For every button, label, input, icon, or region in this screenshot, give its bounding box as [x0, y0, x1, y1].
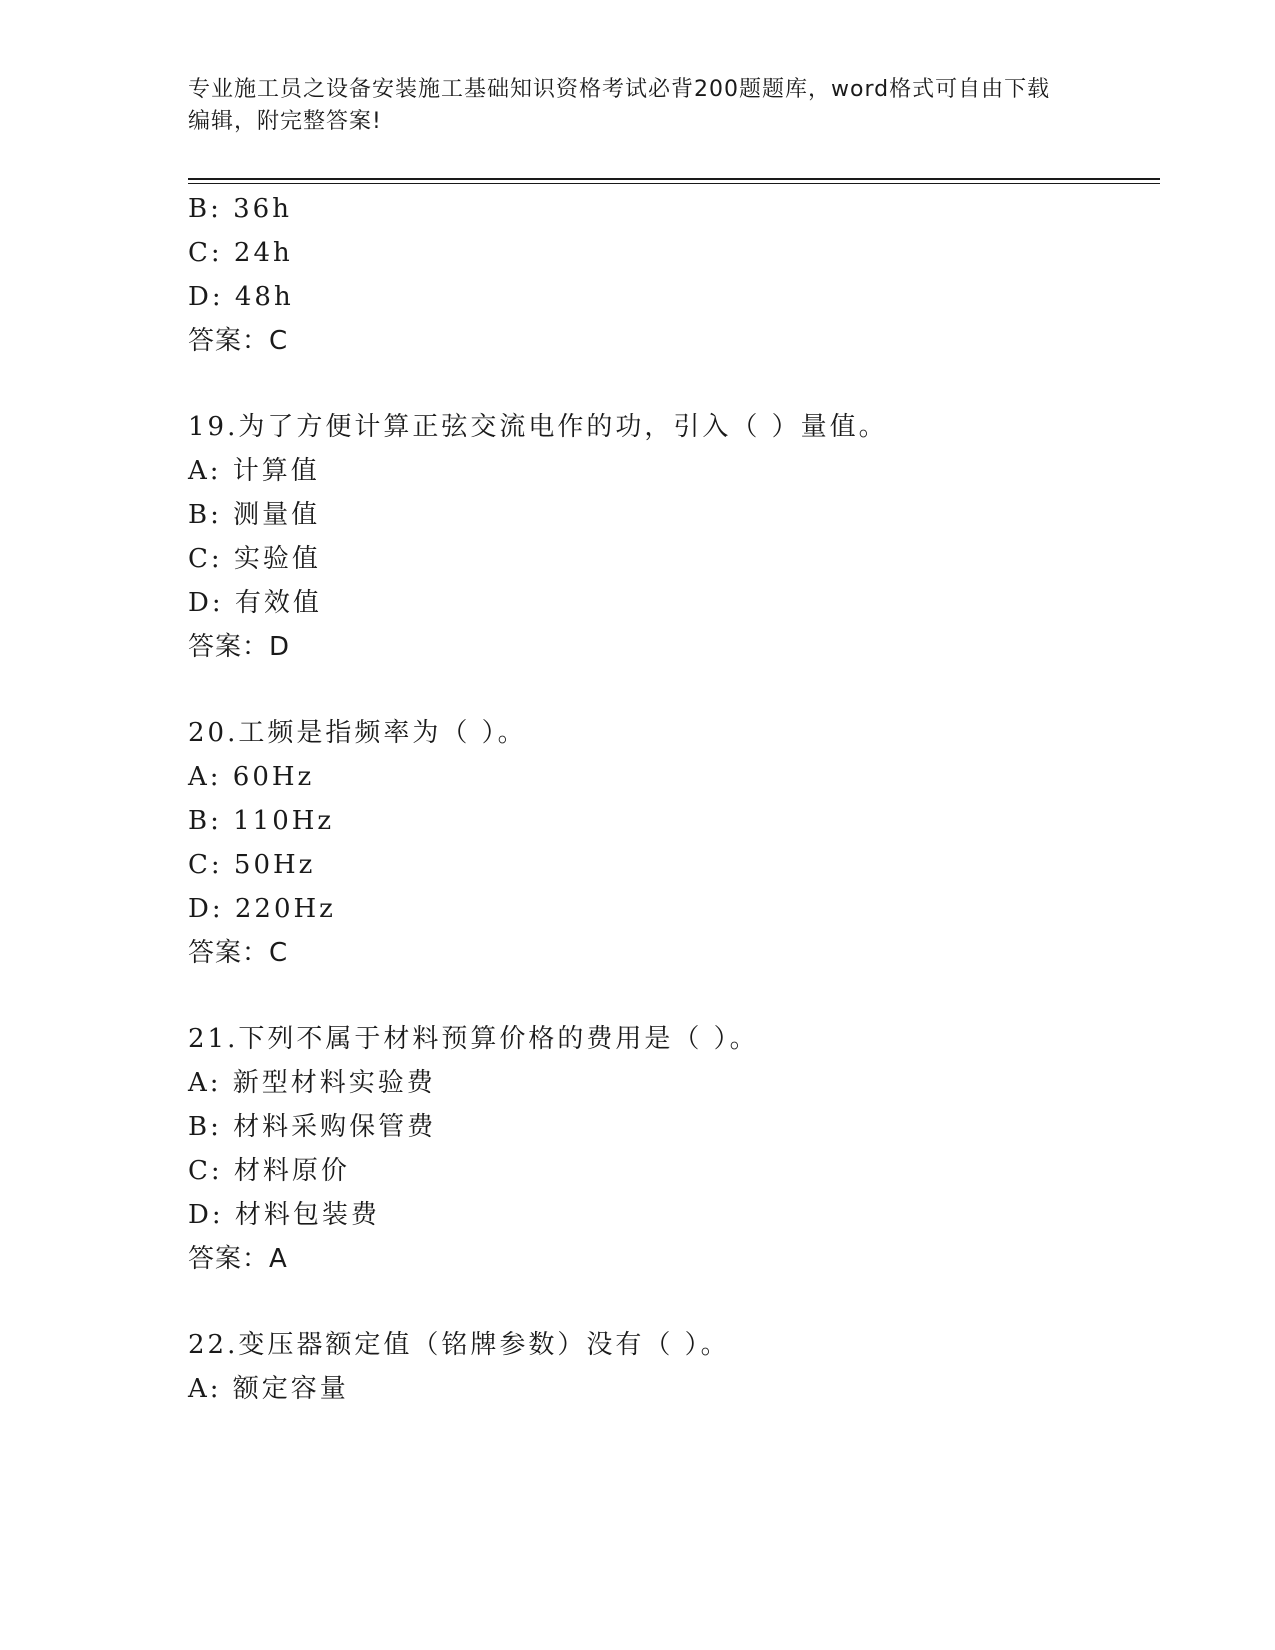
- option-21-a: A: 新型材料实验费: [188, 1068, 436, 1098]
- option-20-c: C: 50Hz: [188, 850, 316, 880]
- question-21: 21.下列不属于材料预算价格的费用是（ ）。: [188, 1024, 759, 1054]
- option-22-a: A: 额定容量: [188, 1374, 349, 1404]
- answer-21: 答案：A: [188, 1244, 288, 1274]
- question-22: 22.变压器额定值（铭牌参数）没有（ ）。: [188, 1330, 730, 1360]
- answer-18: 答案：C: [188, 326, 289, 356]
- option-18-d: D: 48h: [188, 282, 294, 312]
- option-18-b: B: 36h: [188, 194, 292, 224]
- option-18-c: C: 24h: [188, 238, 293, 268]
- document-header: 专业施工员之设备安装施工基础知识资格考试必背200题题库，word格式可自由下载编辑，附完整答案!: [188, 77, 1051, 134]
- answer-20: 答案：C: [188, 938, 289, 968]
- answer-19: 答案：D: [188, 632, 291, 662]
- header-divider: [188, 178, 1160, 180]
- header-divider-secondary: [188, 183, 1160, 184]
- option-19-a: A: 计算值: [188, 456, 320, 486]
- option-21-b: B: 材料采购保管费: [188, 1112, 437, 1142]
- option-20-b: B: 110Hz: [188, 806, 335, 836]
- option-20-a: A: 60Hz: [188, 762, 315, 792]
- option-19-d: D: 有效值: [188, 588, 322, 618]
- option-20-d: D: 220Hz: [188, 894, 336, 924]
- option-21-c: C: 材料原价: [188, 1156, 350, 1186]
- question-19: 19.为了方便计算正弦交流电作的功，引入（ ）量值。: [188, 412, 888, 442]
- option-19-c: C: 实验值: [188, 544, 321, 574]
- question-20: 20.工频是指频率为（ ）。: [188, 718, 527, 748]
- option-19-b: B: 测量值: [188, 500, 321, 530]
- option-21-d: D: 材料包装费: [188, 1200, 380, 1230]
